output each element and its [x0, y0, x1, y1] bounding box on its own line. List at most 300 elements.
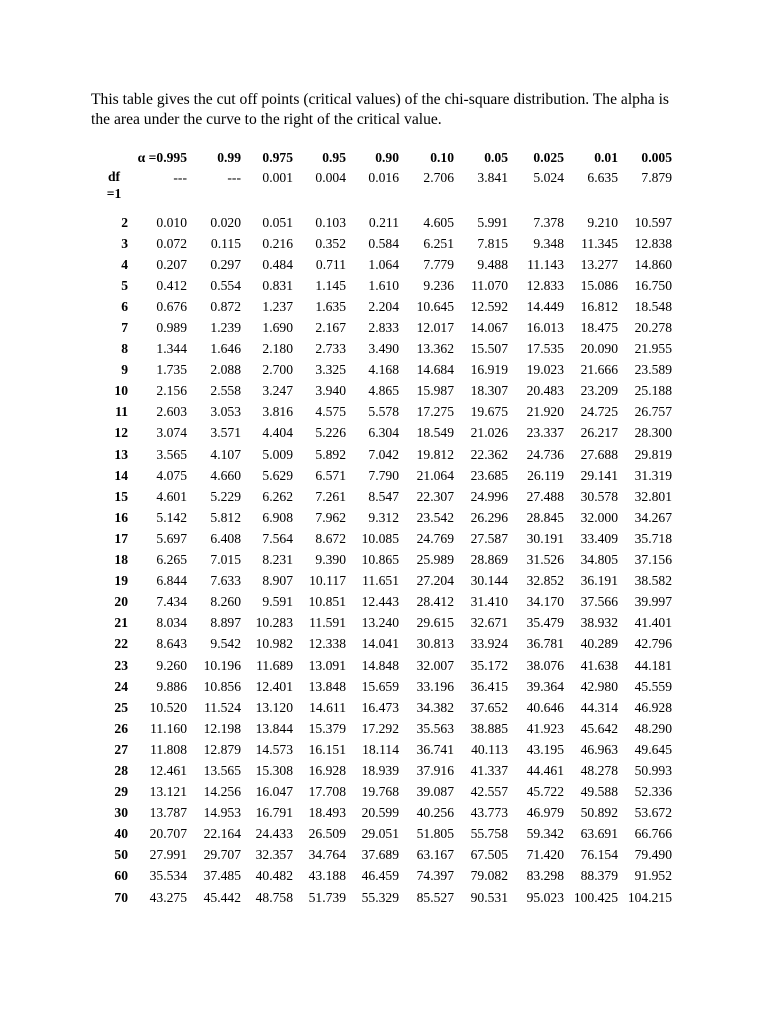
- table-cell: 43.275: [149, 889, 187, 905]
- table-cell: 15.507: [470, 341, 508, 357]
- df-cell: 10: [114, 383, 128, 399]
- table-cell: 41.401: [634, 615, 672, 631]
- table-cell: 10.117: [309, 573, 346, 589]
- table-cell: 32.852: [526, 573, 564, 589]
- table-row: [100, 782, 672, 803]
- table-cell: 1.239: [210, 320, 241, 336]
- df-cell: 28: [114, 762, 128, 778]
- table-cell: 23.542: [416, 509, 454, 525]
- df-cell: 70: [114, 889, 128, 905]
- table-cell: 9.236: [423, 277, 454, 293]
- table-cell: 0.352: [315, 235, 346, 251]
- table-cell: 10.851: [308, 594, 346, 610]
- table-cell: 30.578: [580, 488, 618, 504]
- table-cell: 2.156: [156, 383, 187, 399]
- table-cell: 35.718: [634, 530, 672, 546]
- table-row: [100, 423, 672, 444]
- table-cell: 3.940: [315, 383, 346, 399]
- df-cell: 50: [114, 847, 128, 863]
- table-cell: 38.885: [470, 720, 508, 736]
- df-cell: 18: [114, 552, 128, 568]
- table-cell: 28.869: [470, 552, 508, 568]
- table-cell: 2.700: [262, 362, 293, 378]
- table-cell: 41.638: [580, 657, 618, 673]
- table-cell: 50.993: [634, 762, 672, 778]
- df-cell: 21: [114, 615, 128, 631]
- table-cell: 7.378: [533, 214, 564, 230]
- alpha-header-row: [100, 147, 672, 168]
- df-cell: 26: [114, 720, 128, 736]
- table-cell: 32.007: [416, 657, 454, 673]
- table-cell: 39.087: [416, 784, 454, 800]
- table-cell: 18.307: [470, 383, 508, 399]
- table-cell: 31.526: [526, 552, 564, 568]
- table-cell: 0.207: [156, 256, 187, 272]
- table-cell: 14.953: [203, 805, 241, 821]
- table-cell: 5.812: [210, 509, 241, 525]
- table-row: [100, 550, 672, 571]
- df-cell: 25: [114, 699, 128, 715]
- table-cell: 31.319: [634, 467, 672, 483]
- table-cell: 34.267: [634, 509, 672, 525]
- table-cell: 1.145: [315, 277, 346, 293]
- table-cell: 45.722: [526, 784, 564, 800]
- alpha-header-cell: 0.95: [322, 149, 346, 165]
- df-cell: 24: [114, 678, 128, 694]
- table-cell: 7.015: [210, 552, 241, 568]
- table-cell: 19.675: [470, 404, 508, 420]
- table-cell: 7.790: [368, 467, 399, 483]
- table-cell: 26.119: [527, 467, 564, 483]
- table-cell: 15.086: [580, 277, 618, 293]
- table-row: [100, 866, 672, 887]
- table-cell: 0.484: [262, 256, 293, 272]
- table-cell: 12.198: [203, 720, 241, 736]
- table-cell: 15.987: [416, 383, 454, 399]
- table-cell: 90.531: [470, 889, 508, 905]
- table-cell: 21.920: [526, 404, 564, 420]
- table-row: [100, 168, 672, 212]
- table-cell: 2.833: [368, 320, 399, 336]
- table-cell: 13.240: [361, 615, 399, 631]
- table-cell: 0.676: [156, 298, 187, 314]
- table-cell: 2.167: [315, 320, 346, 336]
- df-cell: 30: [114, 805, 128, 821]
- table-cell: 11.651: [362, 573, 399, 589]
- table-cell: 42.557: [470, 784, 508, 800]
- table-cell: 63.167: [416, 847, 454, 863]
- table-cell: 66.766: [634, 826, 672, 842]
- table-cell: 4.605: [423, 214, 454, 230]
- table-cell: 9.210: [587, 214, 618, 230]
- table-cell: 3.247: [262, 383, 293, 399]
- table-cell: 100.425: [573, 889, 618, 905]
- table-cell: 26.509: [308, 826, 346, 842]
- table-cell: 7.564: [262, 530, 293, 546]
- table-cell: 4.601: [156, 488, 187, 504]
- table-cell: 4.107: [210, 446, 241, 462]
- table-cell: 10.645: [416, 298, 454, 314]
- table-cell: 13.121: [149, 784, 187, 800]
- table-cell: 9.488: [477, 256, 508, 272]
- table-cell: 37.916: [416, 762, 454, 778]
- table-cell: 14.449: [526, 298, 564, 314]
- table-cell: 23.589: [634, 362, 672, 378]
- table-cell: 7.042: [368, 446, 399, 462]
- df-cell: 17: [114, 530, 128, 546]
- table-row: [100, 444, 672, 465]
- table-cell: 3.325: [315, 362, 346, 378]
- chi-square-table: [100, 147, 672, 908]
- table-cell: 53.672: [634, 805, 672, 821]
- table-cell: 24.736: [526, 446, 564, 462]
- table-cell: 45.442: [203, 889, 241, 905]
- table-cell: 27.488: [526, 488, 564, 504]
- df-cell: 5: [121, 277, 128, 293]
- table-cell: 15.659: [361, 678, 399, 694]
- table-cell: 79.082: [470, 868, 508, 884]
- alpha-header-cell: 0.90: [375, 149, 399, 165]
- table-cell: 9.348: [533, 235, 564, 251]
- table-cell: 4.865: [368, 383, 399, 399]
- table-cell: 13.120: [255, 699, 293, 715]
- table-cell: 28.412: [416, 594, 454, 610]
- table-cell: 6.304: [368, 425, 399, 441]
- alpha-header-cell: α =0.995: [137, 149, 187, 165]
- table-cell: 29.051: [361, 826, 399, 842]
- table-cell: 12.838: [634, 235, 672, 251]
- table-cell: 30.144: [470, 573, 508, 589]
- table-cell: 5.991: [477, 214, 508, 230]
- table-cell: 12.592: [470, 298, 508, 314]
- table-row: [100, 592, 672, 613]
- table-cell: 22.362: [470, 446, 508, 462]
- df-cell: 14: [114, 467, 128, 483]
- table-row: [100, 655, 672, 676]
- table-cell: 19.023: [526, 362, 564, 378]
- table-cell: 46.928: [634, 699, 672, 715]
- table-cell: 16.750: [634, 277, 672, 293]
- table-cell: 31.410: [470, 594, 508, 610]
- table-cell: 27.204: [416, 573, 454, 589]
- table-cell: 1.237: [262, 298, 293, 314]
- table-cell: 9.591: [262, 594, 293, 610]
- table-cell: 4.075: [156, 467, 187, 483]
- table-cell: 32.671: [470, 615, 508, 631]
- table-cell: 8.231: [262, 552, 293, 568]
- df-cell: 16: [114, 509, 128, 525]
- table-cell: 40.646: [526, 699, 564, 715]
- table-cell: 1.064: [368, 256, 399, 272]
- table-cell: 22.164: [203, 826, 241, 842]
- table-row: [100, 571, 672, 592]
- intro-paragraph: This table gives the cut off points (critical values) of the chi-square distribution. The alpha is the area under the curve to the right of the critical value.: [91, 91, 669, 128]
- table-row: [100, 296, 672, 317]
- table-cell: 18.475: [580, 320, 618, 336]
- table-cell: 48.278: [580, 762, 618, 778]
- table-cell: 37.566: [580, 594, 618, 610]
- table-cell: ---: [227, 170, 241, 185]
- table-cell: 26.296: [470, 509, 508, 525]
- df-cell: 6: [121, 298, 128, 314]
- table-cell: 29.819: [634, 446, 672, 462]
- table-cell: 35.172: [470, 657, 508, 673]
- table-cell: 10.520: [149, 699, 187, 715]
- table-cell: 1.690: [262, 320, 293, 336]
- table-cell: 0.051: [262, 214, 293, 230]
- table-cell: 21.064: [416, 467, 454, 483]
- table-cell: 3.053: [210, 404, 241, 420]
- table-cell: 7.879: [641, 170, 672, 185]
- table-cell: 7.962: [315, 509, 346, 525]
- table-cell: 4.168: [368, 362, 399, 378]
- table-cell: 5.578: [368, 404, 399, 420]
- table-cell: 21.955: [634, 341, 672, 357]
- table-cell: 23.337: [526, 425, 564, 441]
- table-cell: 5.142: [156, 509, 187, 525]
- table-cell: 5.226: [315, 425, 346, 441]
- table-cell: 5.892: [315, 446, 346, 462]
- table-cell: 21.666: [580, 362, 618, 378]
- table-cell: 3.816: [262, 404, 293, 420]
- header-spacer: [100, 147, 128, 168]
- table-cell: 5.629: [262, 467, 293, 483]
- table-cell: 5.229: [210, 488, 241, 504]
- table-cell: 26.757: [634, 404, 672, 420]
- table-cell: 44.314: [580, 699, 618, 715]
- table-cell: 15.308: [255, 762, 293, 778]
- table-cell: 37.156: [634, 552, 672, 568]
- table-cell: 6.908: [262, 509, 293, 525]
- table-row: [100, 275, 672, 296]
- table-cell: 1.735: [156, 362, 187, 378]
- table-cell: 11.345: [581, 235, 618, 251]
- table-row: [100, 339, 672, 360]
- table-cell: 49.588: [580, 784, 618, 800]
- table-cell: 48.290: [634, 720, 672, 736]
- df-cell: 4: [121, 256, 128, 272]
- table-cell: 49.645: [634, 741, 672, 757]
- table-cell: 27.991: [149, 847, 187, 863]
- df-cell: 15: [114, 488, 128, 504]
- table-cell: 76.154: [580, 847, 618, 863]
- table-cell: 0.211: [368, 214, 399, 230]
- table-cell: 7.779: [423, 256, 454, 272]
- table-cell: 2.706: [423, 170, 454, 185]
- table-cell: 2.558: [210, 383, 241, 399]
- table-cell: 2.733: [315, 341, 346, 357]
- table-row: [100, 507, 672, 528]
- table-cell: 13.277: [580, 256, 618, 272]
- table-cell: 46.963: [580, 741, 618, 757]
- table-cell: 8.672: [315, 530, 346, 546]
- table-cell: 7.815: [477, 235, 508, 251]
- table-cell: 2.204: [368, 298, 399, 314]
- table-body: [100, 168, 672, 908]
- table-cell: 24.769: [416, 530, 454, 546]
- table-cell: 35.563: [416, 720, 454, 736]
- table-row: [100, 824, 672, 845]
- table-cell: 0.216: [262, 235, 293, 251]
- table-cell: 1.635: [315, 298, 346, 314]
- table-row: [100, 360, 672, 381]
- table-cell: 7.434: [156, 594, 187, 610]
- table-cell: 10.982: [255, 636, 293, 652]
- table-cell: 20.707: [149, 826, 187, 842]
- table-cell: 74.397: [416, 868, 454, 884]
- table-row: [100, 233, 672, 254]
- table-cell: 11.160: [150, 720, 187, 736]
- table-cell: 14.067: [470, 320, 508, 336]
- table-cell: 17.708: [308, 784, 346, 800]
- table-cell: 0.584: [368, 235, 399, 251]
- table-cell: 28.845: [526, 509, 564, 525]
- table-cell: 11.689: [256, 657, 293, 673]
- table-cell: 9.542: [210, 636, 241, 652]
- table-cell: 12.017: [416, 320, 454, 336]
- df-cell: 7: [121, 320, 128, 336]
- table-row: [100, 613, 672, 634]
- df-cell: 19: [114, 573, 128, 589]
- table-cell: 3.571: [210, 425, 241, 441]
- table-cell: 55.758: [470, 826, 508, 842]
- table-cell: 6.265: [156, 552, 187, 568]
- table-cell: 0.020: [210, 214, 241, 230]
- table-cell: 38.076: [526, 657, 564, 673]
- table-cell: 91.952: [634, 868, 672, 884]
- table-cell: 12.338: [308, 636, 346, 652]
- table-cell: 95.023: [526, 889, 564, 905]
- table-cell: 4.660: [210, 467, 241, 483]
- table-cell: 44.181: [634, 657, 672, 673]
- table-cell: 13.848: [308, 678, 346, 694]
- table-cell: 37.689: [361, 847, 399, 863]
- table-cell: 16.791: [255, 805, 293, 821]
- table-cell: 39.997: [634, 594, 672, 610]
- table-cell: 6.408: [210, 530, 241, 546]
- table-cell: 20.278: [634, 320, 672, 336]
- table-cell: 24.433: [255, 826, 293, 842]
- table-cell: 27.587: [470, 530, 508, 546]
- table-cell: 104.215: [627, 889, 672, 905]
- table-cell: 13.362: [416, 341, 454, 357]
- table-cell: 8.907: [262, 573, 293, 589]
- table-cell: 14.611: [309, 699, 346, 715]
- table-cell: 34.170: [526, 594, 564, 610]
- table-cell: 29.707: [203, 847, 241, 863]
- table-cell: 16.919: [470, 362, 508, 378]
- table-row: [100, 486, 672, 507]
- table-cell: 0.115: [210, 235, 241, 251]
- table-cell: 42.980: [580, 678, 618, 694]
- df-cell: 12: [114, 425, 128, 441]
- table-cell: 12.833: [526, 277, 564, 293]
- table-cell: 7.633: [210, 573, 241, 589]
- table-cell: 17.275: [416, 404, 454, 420]
- table-cell: 29.615: [416, 615, 454, 631]
- table-cell: 12.461: [149, 762, 187, 778]
- table-cell: 79.490: [634, 847, 672, 863]
- alpha-header-cell: 0.025: [533, 149, 564, 165]
- table-row: [100, 760, 672, 781]
- table-cell: 42.796: [634, 636, 672, 652]
- df-cell: 2: [121, 214, 128, 230]
- table-cell: 25.989: [416, 552, 454, 568]
- table-cell: 0.989: [156, 320, 187, 336]
- df-first-value: =1: [106, 186, 122, 201]
- table-cell: 16.151: [308, 741, 346, 757]
- table-cell: 43.195: [526, 741, 564, 757]
- table-row: [100, 381, 672, 402]
- table-cell: 40.256: [416, 805, 454, 821]
- table-cell: 45.642: [580, 720, 618, 736]
- table-cell: 14.256: [203, 784, 241, 800]
- table-cell: 6.844: [156, 573, 187, 589]
- table-cell: 20.483: [526, 383, 564, 399]
- table-row: [100, 317, 672, 338]
- table-cell: 2.603: [156, 404, 187, 420]
- alpha-header-cell: 0.975: [262, 149, 293, 165]
- df-cell: 40: [114, 826, 128, 842]
- table-cell: 51.739: [308, 889, 346, 905]
- table-cell: 36.191: [580, 573, 618, 589]
- table-cell: 83.298: [526, 868, 564, 884]
- alpha-header-cell: 0.99: [217, 149, 241, 165]
- table-cell: 10.865: [361, 552, 399, 568]
- table-cell: 10.856: [203, 678, 241, 694]
- table-cell: 36.781: [526, 636, 564, 652]
- table-cell: 11.143: [527, 256, 564, 272]
- table-cell: 46.979: [526, 805, 564, 821]
- table-cell: 11.524: [204, 699, 241, 715]
- table-cell: 6.251: [423, 235, 454, 251]
- table-cell: 5.009: [262, 446, 293, 462]
- table-cell: 17.535: [526, 341, 564, 357]
- table-cell: 0.831: [262, 277, 293, 293]
- table-cell: 12.879: [203, 741, 241, 757]
- table-cell: 20.599: [361, 805, 399, 821]
- alpha-header-cell: 0.005: [641, 149, 672, 165]
- table-cell: 2.088: [210, 362, 241, 378]
- table-cell: 16.473: [361, 699, 399, 715]
- table-cell: 9.312: [368, 509, 399, 525]
- table-row: [100, 803, 672, 824]
- table-cell: 51.805: [416, 826, 454, 842]
- table-cell: 4.404: [262, 425, 293, 441]
- table-cell: 13.844: [255, 720, 293, 736]
- table-cell: 0.010: [156, 214, 187, 230]
- table-cell: 34.805: [580, 552, 618, 568]
- table-cell: 29.141: [580, 467, 618, 483]
- df-cell: 29: [114, 784, 128, 800]
- table-cell: 11.591: [309, 615, 346, 631]
- table-cell: 38.582: [634, 573, 672, 589]
- table-cell: 1.344: [156, 341, 187, 357]
- table-cell: 22.307: [416, 488, 454, 504]
- table-row: [100, 887, 672, 908]
- table-cell: 10.085: [361, 530, 399, 546]
- df-cell: 22: [114, 636, 128, 652]
- table-cell: 37.485: [203, 868, 241, 884]
- table-cell: 10.283: [255, 615, 293, 631]
- table-cell: 0.001: [262, 170, 293, 185]
- table-cell: 14.573: [255, 741, 293, 757]
- table-cell: 18.549: [416, 425, 454, 441]
- table-cell: 9.390: [315, 552, 346, 568]
- table-cell: 71.420: [526, 847, 564, 863]
- table-cell: 19.812: [416, 446, 454, 462]
- df-label: df: [107, 169, 121, 184]
